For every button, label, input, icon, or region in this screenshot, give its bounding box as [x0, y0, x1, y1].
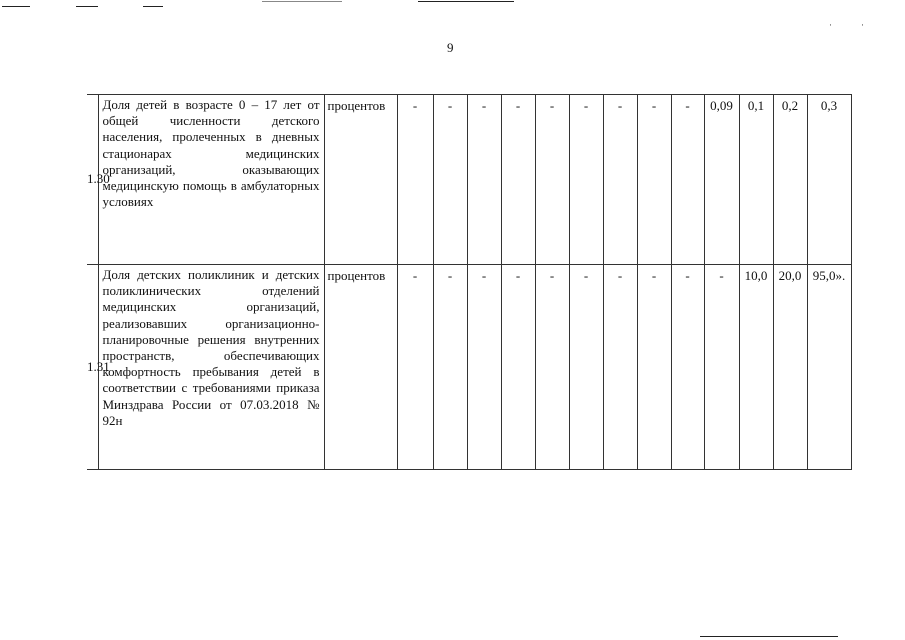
value-cell: 0,1	[739, 95, 773, 265]
value-cell: 0,3	[807, 95, 851, 265]
value-cell: -	[501, 265, 535, 470]
value-cell: -	[501, 95, 535, 265]
scan-line	[262, 1, 342, 2]
scan-dot: ·	[861, 20, 864, 30]
unit-cell: процентов	[324, 95, 397, 265]
value-cell: -	[433, 95, 467, 265]
value-cell: -	[467, 265, 501, 470]
scan-line	[700, 636, 838, 637]
row-number: 1.30	[87, 95, 98, 265]
value-cell: -	[397, 95, 433, 265]
row-number: 1.31	[87, 265, 98, 470]
value-cell: -	[637, 265, 671, 470]
scan-line	[76, 6, 98, 7]
value-cell: -	[704, 265, 739, 470]
value-cell: -	[433, 265, 467, 470]
scan-line	[418, 1, 514, 2]
value-cell: -	[535, 95, 569, 265]
value-cell: 95,0».	[807, 265, 851, 470]
value-cell: 10,0	[739, 265, 773, 470]
value-cell: -	[569, 95, 603, 265]
value-cell: 0,09	[704, 95, 739, 265]
scan-line	[2, 6, 30, 7]
table-row	[87, 265, 851, 470]
value-cell: -	[467, 95, 501, 265]
value-cell: -	[637, 95, 671, 265]
indicator-name: Доля детских поликлиник и детских поликлинических отделений медицинских организаций, реализовавших организационно-планировочные решения внутренних пространств, обеспечивающих комфортность пребывания детей в соответствии с требованиями приказа Минздрава России от 07.03.2018 № 92н	[98, 265, 324, 470]
table-row	[87, 95, 851, 265]
value-cell: 20,0	[773, 265, 807, 470]
value-cell: -	[671, 265, 704, 470]
indicators-table	[87, 94, 852, 470]
value-cell: -	[569, 265, 603, 470]
scan-dot: ·	[829, 20, 832, 30]
value-cell: 0,2	[773, 95, 807, 265]
page-number: 9	[447, 40, 454, 55]
value-cell: -	[603, 95, 637, 265]
scan-line	[143, 6, 163, 7]
indicator-name: Доля детей в возрасте 0 – 17 лет от общей численности детского населения, пролеченных в дневных стационарах медицинских организаций, оказывающих медицинскую помощь в амбулаторных условиях	[98, 95, 324, 265]
value-cell: -	[397, 265, 433, 470]
value-cell: -	[603, 265, 637, 470]
value-cell: -	[535, 265, 569, 470]
value-cell: -	[671, 95, 704, 265]
unit-cell: процентов	[324, 265, 397, 470]
